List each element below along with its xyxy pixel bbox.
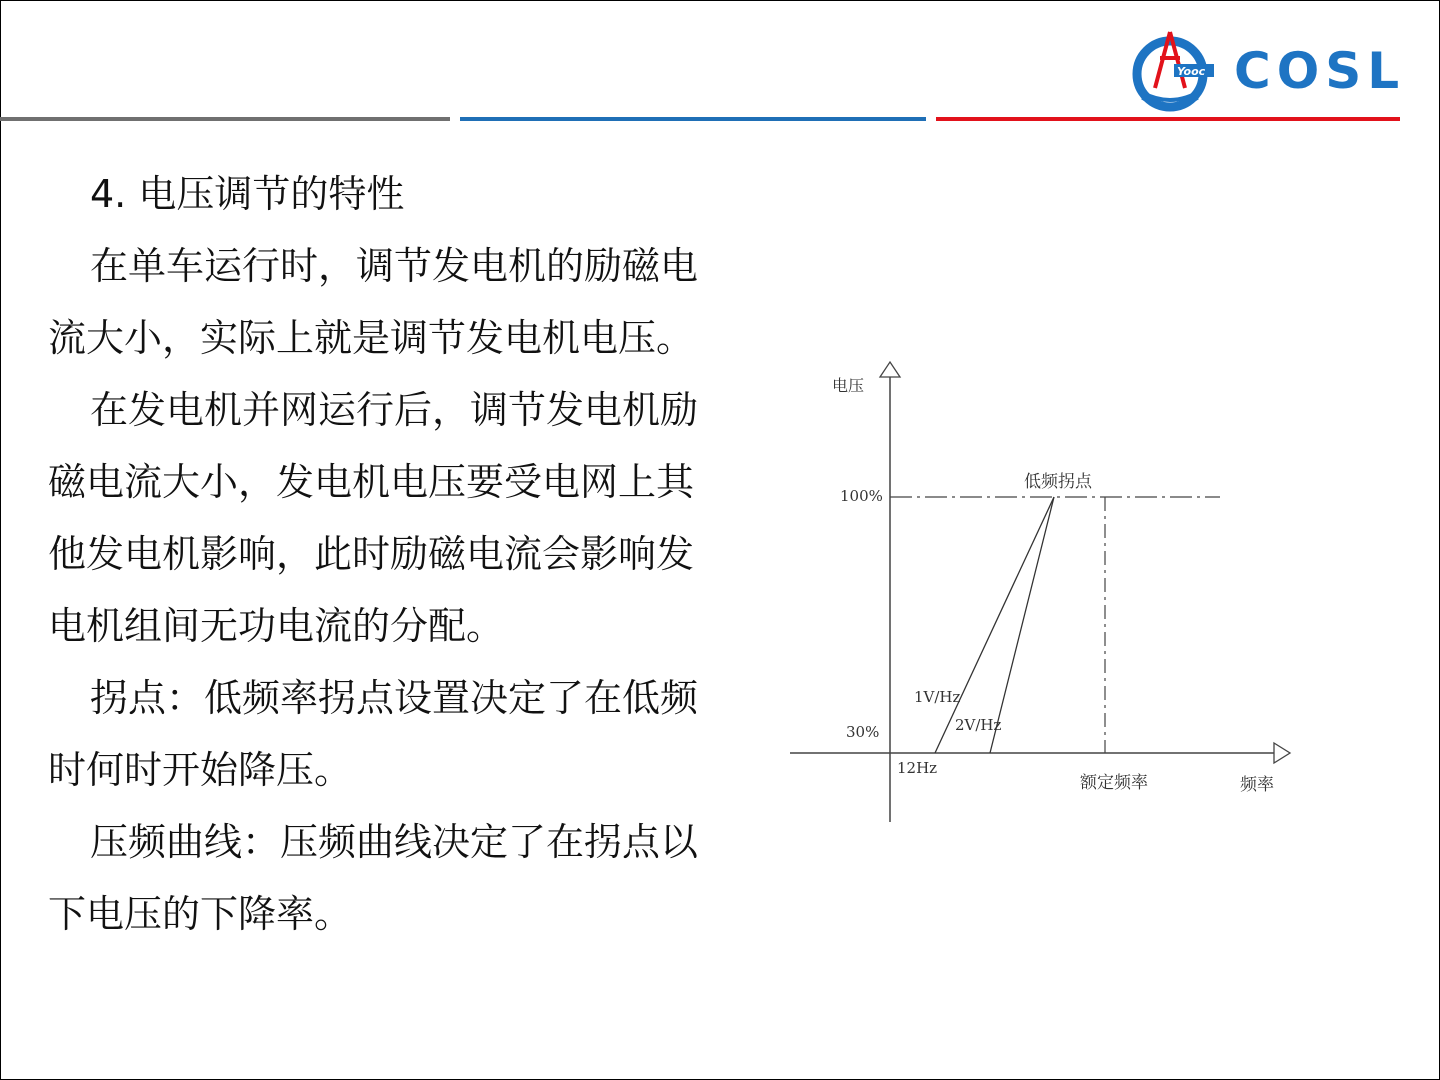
section-heading: 4. 电压调节的特性 (90, 172, 405, 216)
header-rule-red (936, 117, 1400, 121)
knee-point-label: 低频拐点 (1024, 472, 1092, 492)
header-rule-gray (0, 117, 450, 121)
x-tick-label-12hz: 12Hz (897, 759, 938, 777)
paragraph-knee-point: 拐点：低频率拐点设置决定了在低频时何时开始降压。 (48, 676, 699, 792)
logo-mark-text: Yooc (1177, 65, 1206, 78)
paragraph-vf-curve: 压频曲线：压频曲线决定了在拐点以下电压的下降率。 (48, 820, 699, 936)
cosl-emblem-icon (1130, 28, 1240, 114)
series-label-2v-hz: 2V/Hz (955, 716, 1002, 734)
voltage-frequency-chart (780, 350, 1310, 830)
logo-company-text: COSL (1234, 42, 1406, 100)
series-label-1v-hz: 1V/Hz (914, 688, 961, 706)
paragraph-parallel-grid: 在发电机并网运行后，调节发电机励磁电流大小，发电机电压要受电网上其他发电机影响，此时励磁电流会影响发电机组间无功电流的分配。 (48, 388, 699, 648)
x-axis-arrow (1274, 743, 1290, 763)
y-axis-label: 电压 (832, 376, 865, 395)
cosl-logo (1130, 28, 1410, 114)
y-tick-label-100: 100% (840, 487, 883, 505)
x-tick-label-rated: 额定频率 (1080, 773, 1148, 793)
header-rule-blue (460, 117, 926, 121)
y-tick-label-30: 30% (846, 723, 880, 741)
series-line-2v-hz (990, 497, 1054, 753)
paragraph-single-unit: 在单车运行时，调节发电机的励磁电流大小，实际上就是调节发电机电压。 (48, 244, 699, 360)
x-axis-label: 频率 (1240, 775, 1274, 795)
y-axis-arrow (880, 362, 900, 377)
body-text (48, 158, 708, 950)
series-line-1v-hz (935, 497, 1054, 753)
